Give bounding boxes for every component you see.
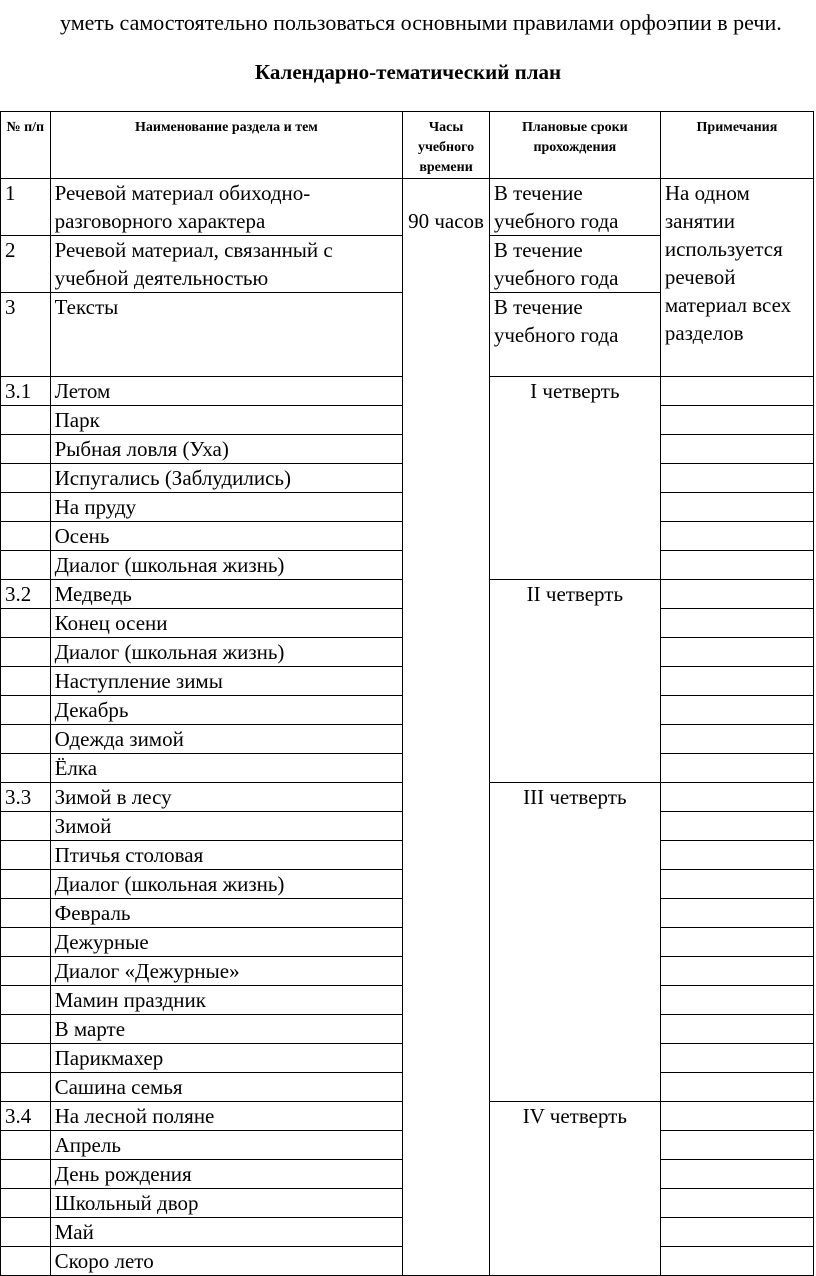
topic-num — [1, 435, 51, 464]
topic-note — [660, 754, 813, 783]
topic-num — [1, 1218, 51, 1247]
header-terms: Плановые сроки прохождения — [489, 112, 660, 179]
topic-name: Школьный двор — [50, 1189, 403, 1218]
topic-num — [1, 551, 51, 580]
topic-note — [660, 1102, 813, 1131]
topic-name: Парикмахер — [50, 1044, 403, 1073]
topic-note — [660, 783, 813, 812]
topic-name: Наступление зимы — [50, 667, 403, 696]
quarter-term: II четверть — [489, 580, 660, 783]
topic-note — [660, 928, 813, 957]
topic-name: Зимой — [50, 812, 403, 841]
header-name: Наименование раздела и тем — [50, 112, 403, 179]
topic-name: Диалог «Дежурные» — [50, 957, 403, 986]
header-hours: Часы учебного времени — [403, 112, 490, 179]
section-name: Речевой материал обиходно-разговорного характера — [50, 179, 403, 236]
topic-name: Апрель — [50, 1131, 403, 1160]
topic-note — [660, 986, 813, 1015]
note-text: На одном занятии используется речевой материал всех разделов — [660, 179, 813, 377]
topic-num — [1, 841, 51, 870]
topic-note — [660, 696, 813, 725]
topic-num — [1, 870, 51, 899]
topic-name: Птичья столовая — [50, 841, 403, 870]
topic-note — [660, 1044, 813, 1073]
topic-num — [1, 696, 51, 725]
topic-name: Парк — [50, 406, 403, 435]
topic-num — [1, 754, 51, 783]
topic-name: Февраль — [50, 899, 403, 928]
topic-note — [660, 870, 813, 899]
quarter-term: I четверть — [489, 377, 660, 580]
topic-note — [660, 493, 813, 522]
topic-note — [660, 435, 813, 464]
quarter-term: III четверть — [489, 783, 660, 1102]
topic-num — [1, 522, 51, 551]
section-num: 2 — [1, 236, 51, 293]
topic-name: Летом — [50, 377, 403, 406]
topic-name: В марте — [50, 1015, 403, 1044]
topic-num — [1, 1073, 51, 1102]
section-num: 3 — [1, 293, 51, 377]
topic-num — [1, 812, 51, 841]
topic-note — [660, 638, 813, 667]
topic-note — [660, 1218, 813, 1247]
topic-name: Испугались (Заблудились) — [50, 464, 403, 493]
topic-num: 3.3 — [1, 783, 51, 812]
topic-name: Диалог (школьная жизнь) — [50, 638, 403, 667]
topic-num — [1, 667, 51, 696]
topic-note — [660, 1131, 813, 1160]
topic-note — [660, 812, 813, 841]
header-notes: Примечания — [660, 112, 813, 179]
topic-num — [1, 1015, 51, 1044]
topic-name: Диалог (школьная жизнь) — [50, 870, 403, 899]
section-term: В течение учебного года — [489, 236, 660, 293]
section-name: Тексты — [50, 293, 403, 377]
topic-num — [1, 1247, 51, 1276]
table-body — [1, 179, 814, 1276]
topic-note — [660, 725, 813, 754]
topic-note — [660, 667, 813, 696]
section-term: В течение учебного года — [489, 179, 660, 236]
topic-name: Декабрь — [50, 696, 403, 725]
topic-name: На пруду — [50, 493, 403, 522]
topic-name: Осень — [50, 522, 403, 551]
topic-note — [660, 580, 813, 609]
topic-num — [1, 928, 51, 957]
topic-note — [660, 522, 813, 551]
plan-table — [0, 111, 814, 1276]
topic-num — [1, 406, 51, 435]
topic-note — [660, 1247, 813, 1276]
topic-note — [660, 551, 813, 580]
topic-num — [1, 957, 51, 986]
topic-name: Сашина семья — [50, 1073, 403, 1102]
topic-num: 3.2 — [1, 580, 51, 609]
quarter-term: IV четверть — [489, 1102, 660, 1276]
topic-name: Мамин праздник — [50, 986, 403, 1015]
topic-num — [1, 638, 51, 667]
header-num: № п/п — [1, 112, 51, 179]
topic-note — [660, 1073, 813, 1102]
table-header-row — [1, 112, 814, 179]
topic-num — [1, 609, 51, 638]
topic-note — [660, 1015, 813, 1044]
topic-num: 3.4 — [1, 1102, 51, 1131]
topic-name: Одежда зимой — [50, 725, 403, 754]
topic-name: Рыбная ловля (Уха) — [50, 435, 403, 464]
topic-note — [660, 957, 813, 986]
topic-num — [1, 986, 51, 1015]
topic-num — [1, 493, 51, 522]
topic-note — [660, 899, 813, 928]
topic-num — [1, 1160, 51, 1189]
topic-note — [660, 377, 813, 406]
section-term: В течение учебного года — [489, 293, 660, 377]
topic-name: Май — [50, 1218, 403, 1247]
topic-name: День рождения — [50, 1160, 403, 1189]
topic-note — [660, 1160, 813, 1189]
topic-name: Диалог (школьная жизнь) — [50, 551, 403, 580]
topic-note — [660, 841, 813, 870]
topic-num — [1, 1189, 51, 1218]
intro-paragraph — [0, 0, 816, 38]
topic-name: Скоро лето — [50, 1247, 403, 1276]
topic-note — [660, 464, 813, 493]
topic-note — [660, 609, 813, 638]
section-name: Речевой материал, связанный с учебной деятельностью — [50, 236, 403, 293]
topic-note — [660, 406, 813, 435]
section-row — [1, 179, 814, 236]
topic-name: На лесной поляне — [50, 1102, 403, 1131]
topic-num: 3.1 — [1, 377, 51, 406]
topic-name: Зимой в лесу — [50, 783, 403, 812]
topic-note — [660, 1189, 813, 1218]
topic-num — [1, 1131, 51, 1160]
topic-name: Медведь — [50, 580, 403, 609]
topic-num — [1, 725, 51, 754]
section-num: 1 — [1, 179, 51, 236]
topic-num — [1, 1044, 51, 1073]
intro-text: уметь самостоятельно пользоваться основными правилами орфоэпии в речи. — [60, 10, 782, 35]
topic-num — [1, 464, 51, 493]
topic-name: Дежурные — [50, 928, 403, 957]
topic-name: Ёлка — [50, 754, 403, 783]
topic-name: Конец осени — [50, 609, 403, 638]
hours-value: 90 часов — [403, 179, 490, 1276]
topic-num — [1, 899, 51, 928]
page-title: Календарно-тематический план — [254, 60, 562, 84]
